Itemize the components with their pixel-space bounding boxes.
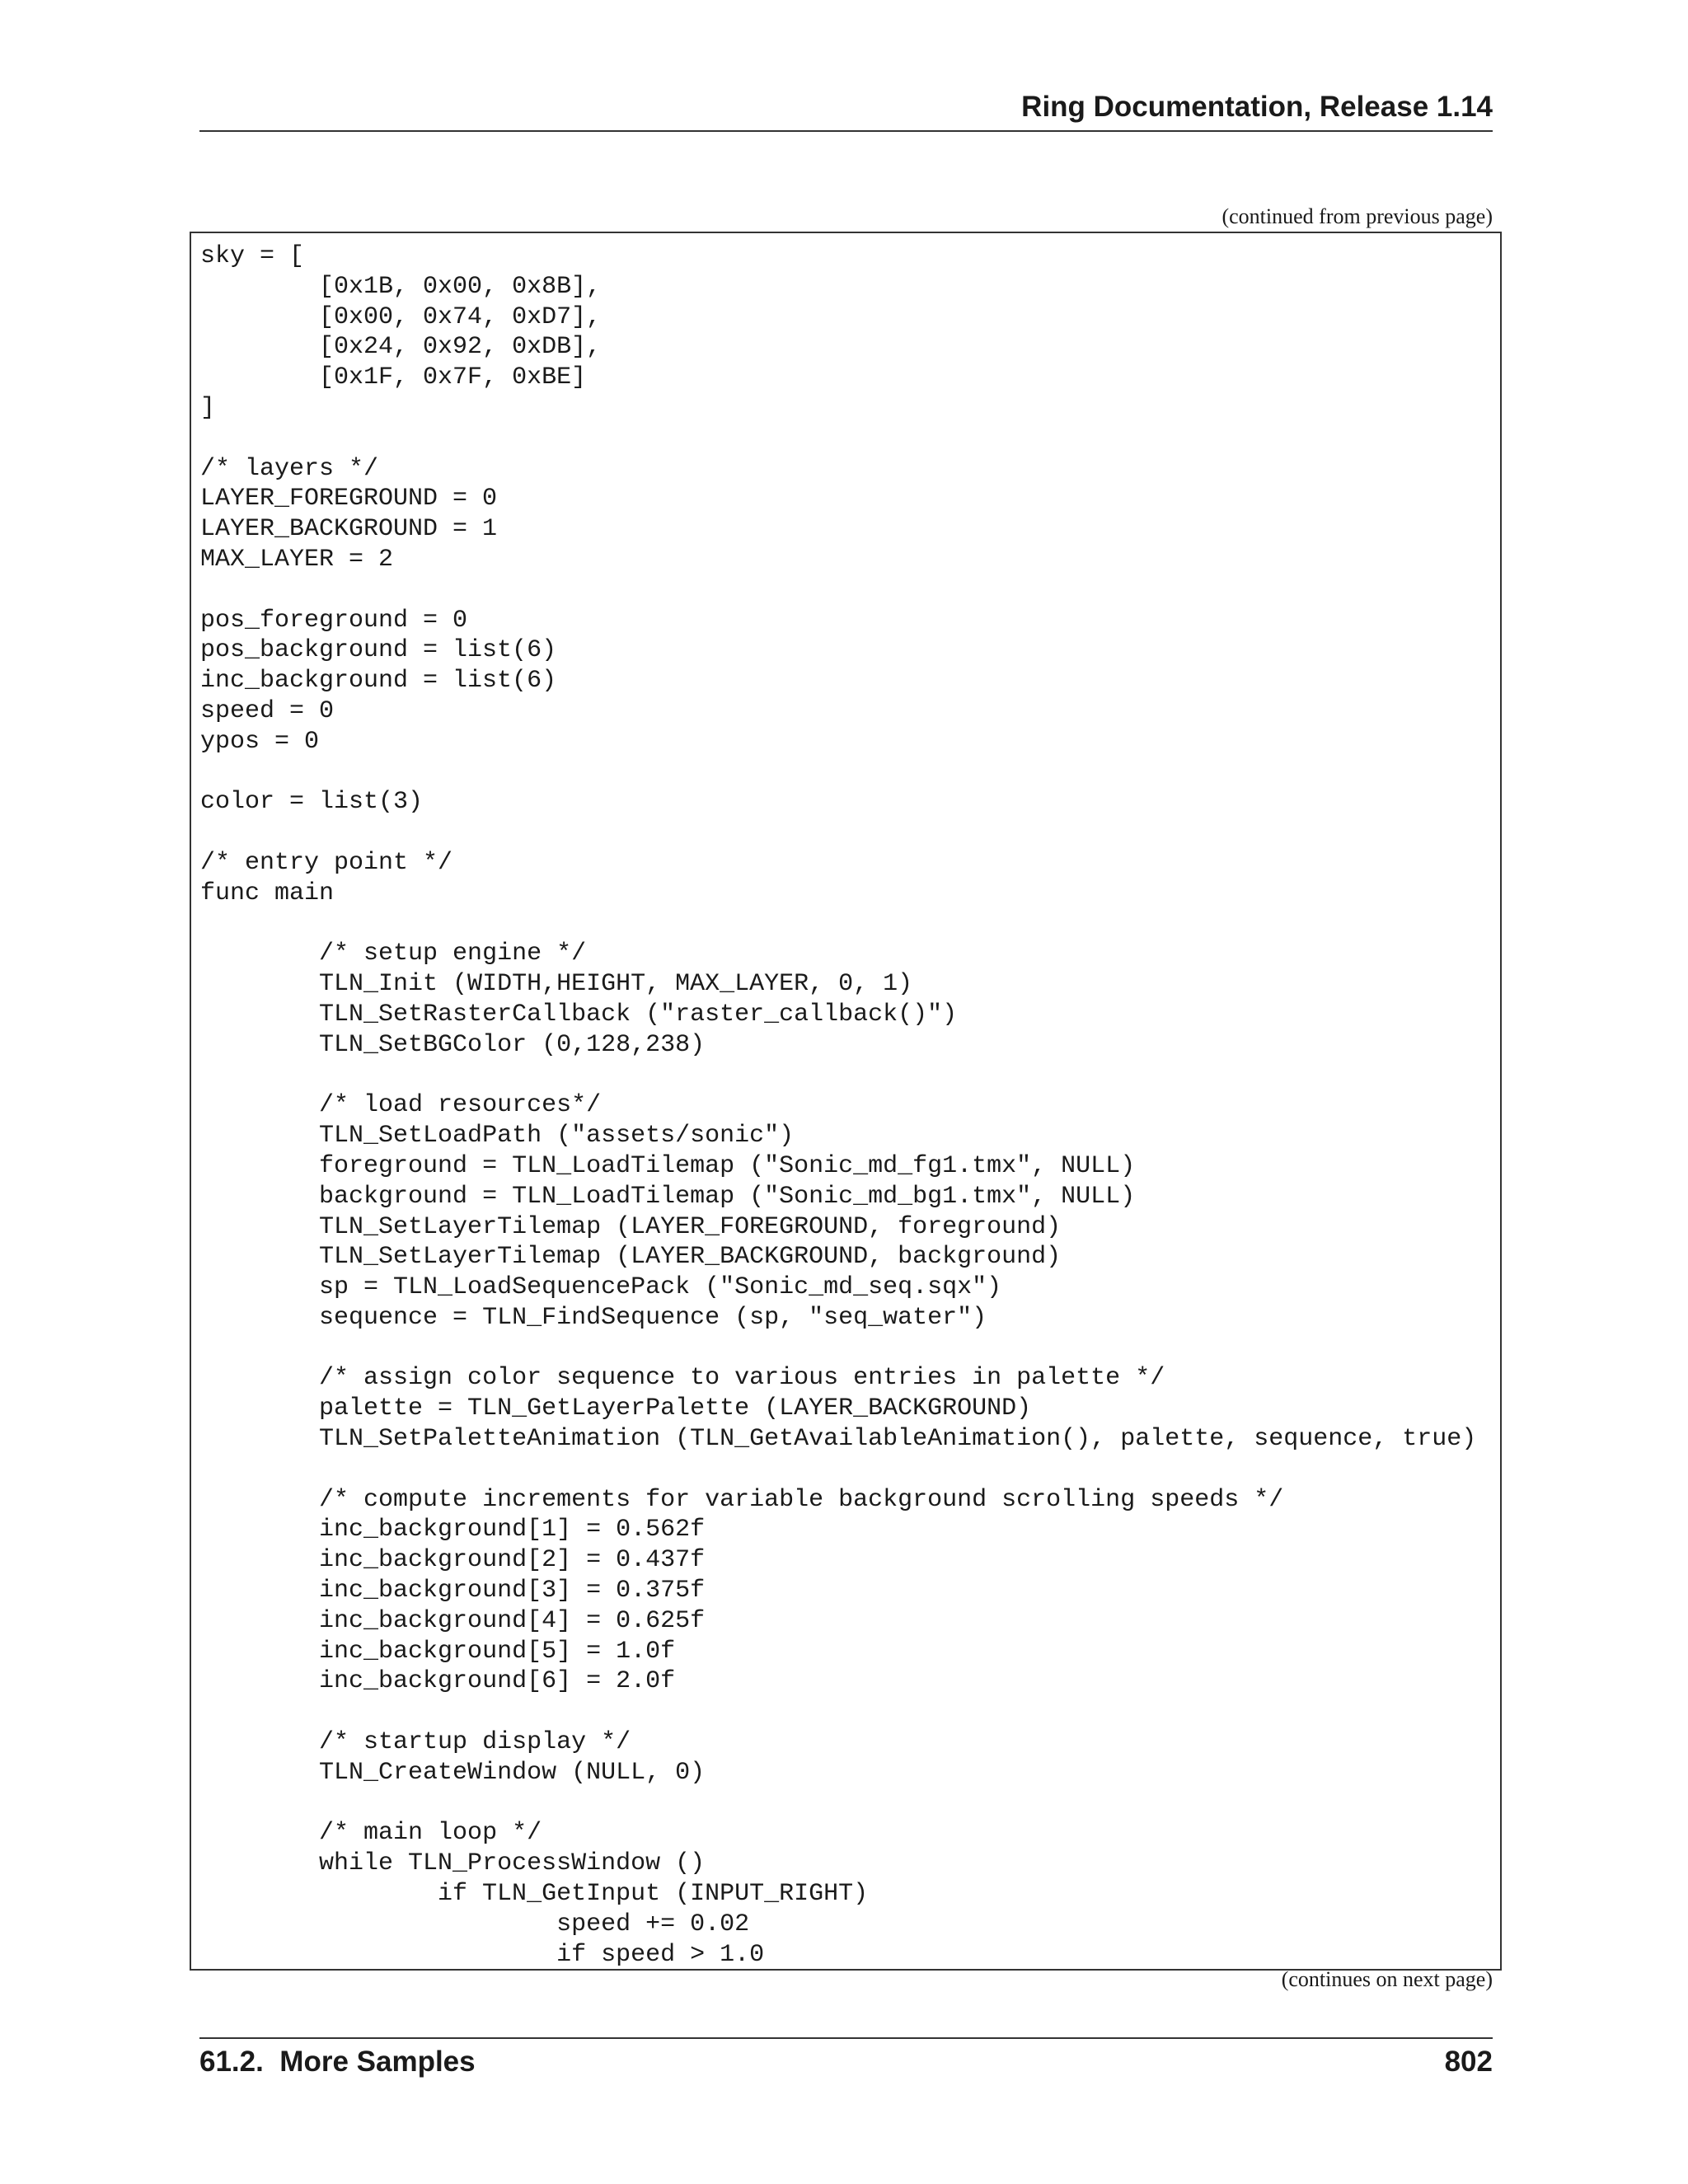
header-divider (199, 130, 1493, 132)
continued-from-previous-page-note: (continued from previous page) (1221, 204, 1493, 228)
footer-section-title: 61.2. More Samples (199, 2046, 476, 2078)
code-block (190, 232, 1502, 1971)
page-number: 802 (1444, 2046, 1493, 2078)
footer-divider (199, 2037, 1493, 2039)
running-header-title: Ring Documentation, Release 1.14 (1021, 91, 1493, 123)
code-listing: sky = [ [0x1B, 0x00, 0x8B], [0x00, 0x74, 0xD7], [0x24, 0x92, 0xDB], [0x1F, 0x7F, 0xBE] ] /* layers */ LAYER_FOREGROUND = 0 LAYER_BACKGROUND = 1 MAX_LAYER = 2 pos_foreground = 0 pos_background = list(6) inc_background = list(6) speed = 0 ypos = 0 color = list(3) /* entry point */ func main /* setup engine */ TLN_Init (WIDTH,HEIGHT, MAX_LAYER, 0, 1) TLN_SetRasterCallback ("raster_callback()") TLN_SetBGColor (0,128,238) /* load resources*/ TLN_SetLoadPath ("assets/sonic") foreground = TLN_LoadTilemap ("Sonic_md_fg1.tmx", NULL) background = TLN_LoadTilemap ("Sonic_md_bg1.tmx", NULL) TLN_SetLayerTilemap (LAYER_FOREGROUND, foreground) TLN_SetLayerTilemap (LAYER_BACKGROUND, background) sp = TLN_LoadSequencePack ("Sonic_md_seq.sqx") sequence = TLN_FindSequence (sp, "seq_water") /* assign color sequence to various entries in palette */ palette = TLN_GetLayerPalette (LAYER_BACKGROUND) TLN_SetPaletteAnimation (TLN_GetAvailableAnimation(), palette, sequence, true) /* compute increments for variable background scrolling speeds */ inc_background[1] = 0.562f inc_background[2] = 0.437f inc_background[3] = 0.375f inc_background[4] = 0.625f inc_background[5] = 1.0f inc_background[6] = 2.0f /* startup display */ TLN_CreateWindow (NULL, 0) /* main loop */ while TLN_ProcessWindow () if TLN_GetInput (INPUT_RIGHT) speed += 0.02 if speed > 1.0 (200, 242, 1477, 1969)
continues-on-next-page-note: (continues on next page) (1281, 1967, 1493, 1991)
